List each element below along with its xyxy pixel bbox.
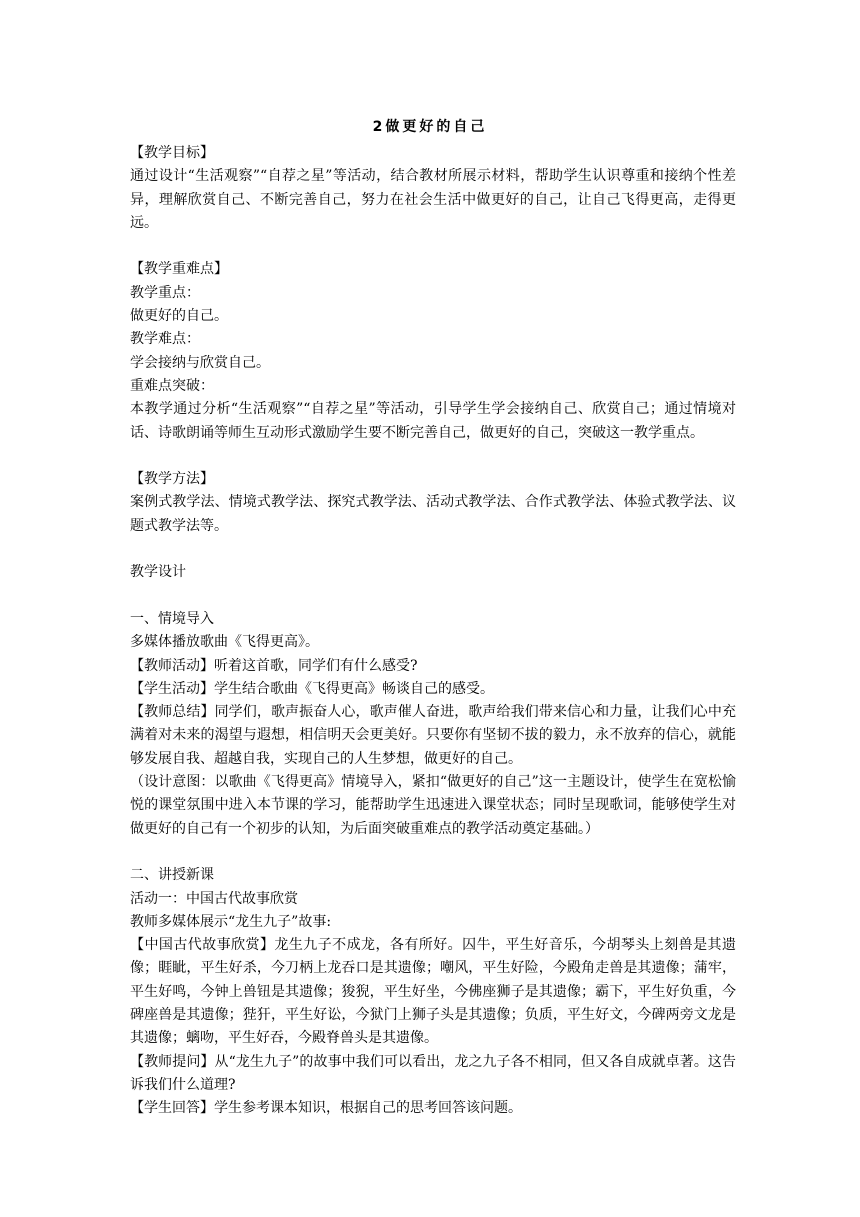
- document-paragraph: 案例式教学法、情境式教学法、探究式教学法、活动式教学法、合作式教学法、体验式教学法、议题式教学法等。: [130, 494, 736, 534]
- document-paragraph: 【教学方法】: [130, 471, 214, 488]
- document-paragraph: 【学生回答】学生参考课本知识，根据自己的思考回答该问题。: [130, 1100, 522, 1117]
- document-paragraph: 一、情境导入: [130, 610, 214, 627]
- document-paragraph: 教学设计: [130, 564, 186, 581]
- document-paragraph: 做更好的自己。: [130, 308, 228, 325]
- blank-line: [130, 235, 736, 258]
- document-paragraph: 【教师提问】从“龙生九子”的故事中我们可以看出，龙之九子各不相同，但又各自成就卓著。这告诉我们什么道理?: [130, 1053, 736, 1093]
- document-paragraph: 【中国古代故事欣赏】龙生九子不成龙，各有所好。囚牛，平生好音乐，今胡琴头上刻兽是其遗像；睚眦，平生好杀，今刀柄上龙吞口是其遗像；嘲风，平生好险，今殿角走兽是其遗像；蒲牢，平生好鸣，今钟上兽钮是其遗像；狻猊，平生好坐，今佛座狮子是其遗像；霸下，平生好负重，今碑座兽是其遗像；狴犴，平生好讼，今狱门上狮子头是其遗像；负质，平生好文，今碑两旁文龙是其遗像；螭吻，平生好吞，今殿脊兽头是其遗像。: [130, 937, 736, 1047]
- document-paragraph: 【学生活动】学生结合歌曲《飞得更高》畅谈自己的感受。: [130, 680, 494, 697]
- document-title: 2做更好的自己: [372, 119, 488, 135]
- document-paragraph: 学会接纳与欣赏自己。: [130, 354, 270, 371]
- document-paragraph: 教学重点：: [130, 284, 200, 301]
- document-paragraph: 【教师总结】同学们，歌声振奋人心，歌声催人奋进，歌声给我们带来信心和力量，让我们心中充满着对未来的渴望与遐想，相信明天会更美好。只要你有坚韧不拔的毅力，永不放弃的信心，就能够发展自我、超越自我，实现自己的人生梦想，做更好的自己。: [130, 704, 736, 767]
- document-paragraph: 教师多媒体展示“龙生九子”故事:: [130, 913, 332, 930]
- document-paragraph: 活动一：中国古代故事欣赏: [130, 890, 298, 907]
- document-paragraph: 【教师活动】听着这首歌，同学们有什么感受?: [130, 657, 418, 674]
- document-paragraph: 重难点突破：: [130, 377, 214, 394]
- document-paragraph: 教学难点：: [130, 331, 200, 348]
- document-paragraph: 二、讲授新课: [130, 867, 214, 884]
- document-paragraph: 【教学重难点】: [130, 261, 228, 278]
- document-paragraph: 【教学目标】: [130, 145, 214, 161]
- blank-line: [130, 538, 736, 561]
- document-paragraph: （设计意图：以歌曲《飞得更高》情境导入，紧扣“做更好的自己”这一主题设计，使学生在宽松愉悦的课堂氛围中进入本节课的学习，能帮助学生迅速进入课堂状态；同时呈现歌词，能够使学生对做更好的自己有一个初步的认知，为后面突破重难点的教学活动奠定基础。）: [130, 774, 736, 837]
- document-body: [130, 142, 736, 1120]
- document-paragraph: 多媒体播放歌曲《飞得更高》。: [130, 634, 319, 651]
- blank-line: [130, 445, 736, 468]
- blank-line: [130, 585, 736, 608]
- document-paragraph: 通过设计“生活观察”“自荐之星”等活动，结合教材所展示材料，帮助学生认识尊重和接纳个性差异，理解欣赏自己、不断完善自己，努力在社会生活中做更好的自己，让自己飞得更高，走得更远。: [130, 168, 736, 231]
- document-paragraph: 本教学通过分析“生活观察”“自荐之星”等活动，引导学生学会接纳自己、欣赏自己；通过情境对话、诗歌朗诵等师生互动形式激励学生要不断完善自己，做更好的自己，突破这一教学重点。: [130, 401, 736, 441]
- blank-line: [130, 841, 736, 864]
